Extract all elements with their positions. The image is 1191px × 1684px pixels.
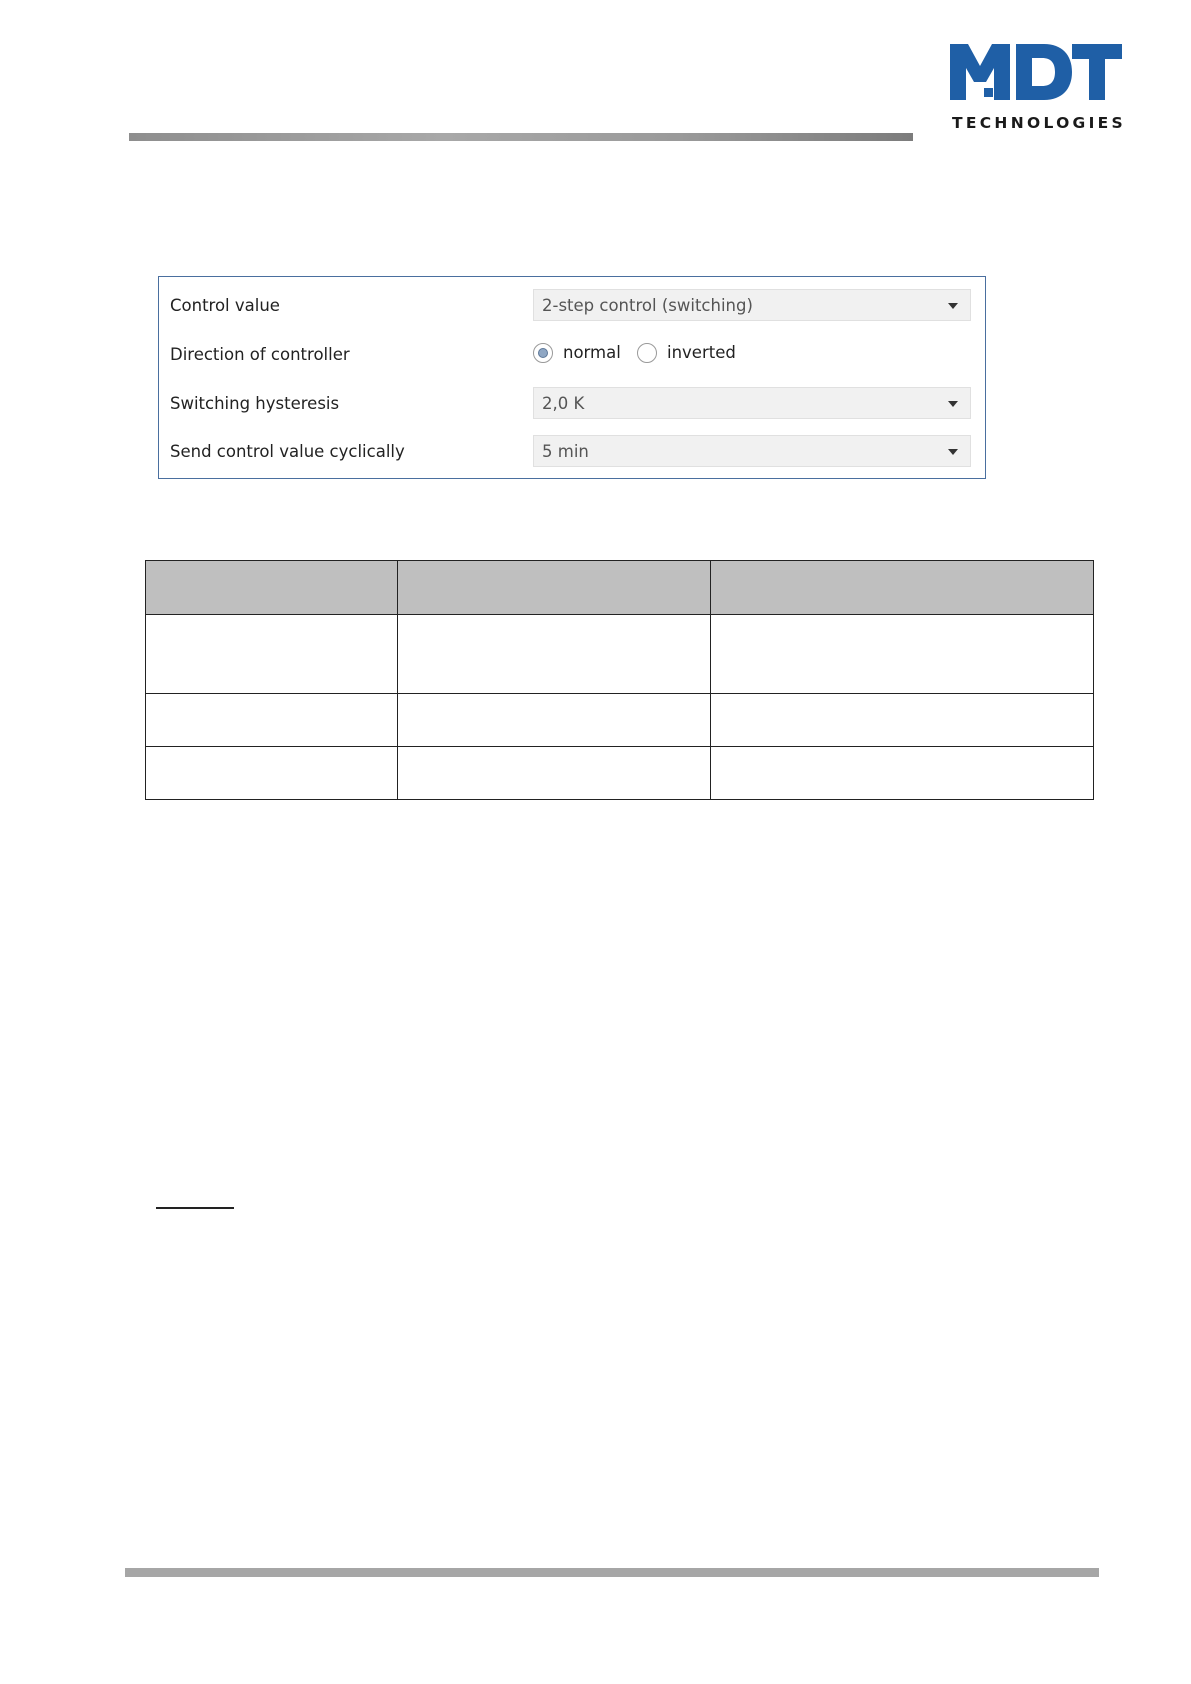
- table-cell: [146, 694, 398, 747]
- table-row: [146, 615, 1094, 694]
- control-value-select[interactable]: [533, 289, 971, 321]
- radio-label-normal: normal: [563, 343, 621, 362]
- table-cell: [398, 615, 711, 694]
- cyclic-send-select[interactable]: [533, 435, 971, 467]
- hysteresis-selected: 2,0 K: [542, 394, 585, 413]
- cyclic-send-selected: 5 min: [542, 442, 589, 461]
- hysteresis-select[interactable]: [533, 387, 971, 419]
- table-header-row: [146, 561, 1094, 615]
- param-row-control-value: [159, 289, 985, 323]
- chevron-down-icon: [948, 449, 958, 455]
- parameter-table: [145, 560, 1094, 800]
- table-cell: [398, 694, 711, 747]
- mdt-logo-mark: [950, 44, 1122, 100]
- param-row-hysteresis: [159, 387, 985, 421]
- param-row-direction: [159, 338, 985, 372]
- param-label-control-value: Control value: [170, 296, 280, 315]
- chevron-down-icon: [948, 401, 958, 407]
- table-header-cell: [398, 561, 711, 615]
- note-underline: [156, 1207, 234, 1209]
- parameter-panel: [158, 276, 986, 479]
- logo-tagline: TECHNOLOGIES: [952, 114, 1126, 132]
- param-row-cyclic-send: [159, 435, 985, 469]
- company-logo: [950, 44, 1125, 134]
- table-cell: [711, 615, 1094, 694]
- table-row: [146, 747, 1094, 800]
- table-header-cell: [146, 561, 398, 615]
- param-label-cyclic-send: Send control value cyclically: [170, 442, 405, 461]
- footer-rule: [125, 1568, 1099, 1577]
- table-cell: [398, 747, 711, 800]
- table-cell: [711, 747, 1094, 800]
- table-cell: [711, 694, 1094, 747]
- radio-unchecked-icon: [637, 343, 657, 363]
- header-rule: [129, 133, 913, 141]
- param-label-hysteresis: Switching hysteresis: [170, 394, 340, 413]
- chevron-down-icon: [948, 303, 958, 309]
- radio-label-inverted: inverted: [667, 343, 736, 362]
- radio-checked-icon: [533, 343, 553, 363]
- param-label-direction: Direction of controller: [170, 345, 350, 364]
- table-row: [146, 694, 1094, 747]
- control-value-selected: 2-step control (switching): [542, 296, 753, 315]
- table-cell: [146, 615, 398, 694]
- table-header-cell: [711, 561, 1094, 615]
- table-cell: [146, 747, 398, 800]
